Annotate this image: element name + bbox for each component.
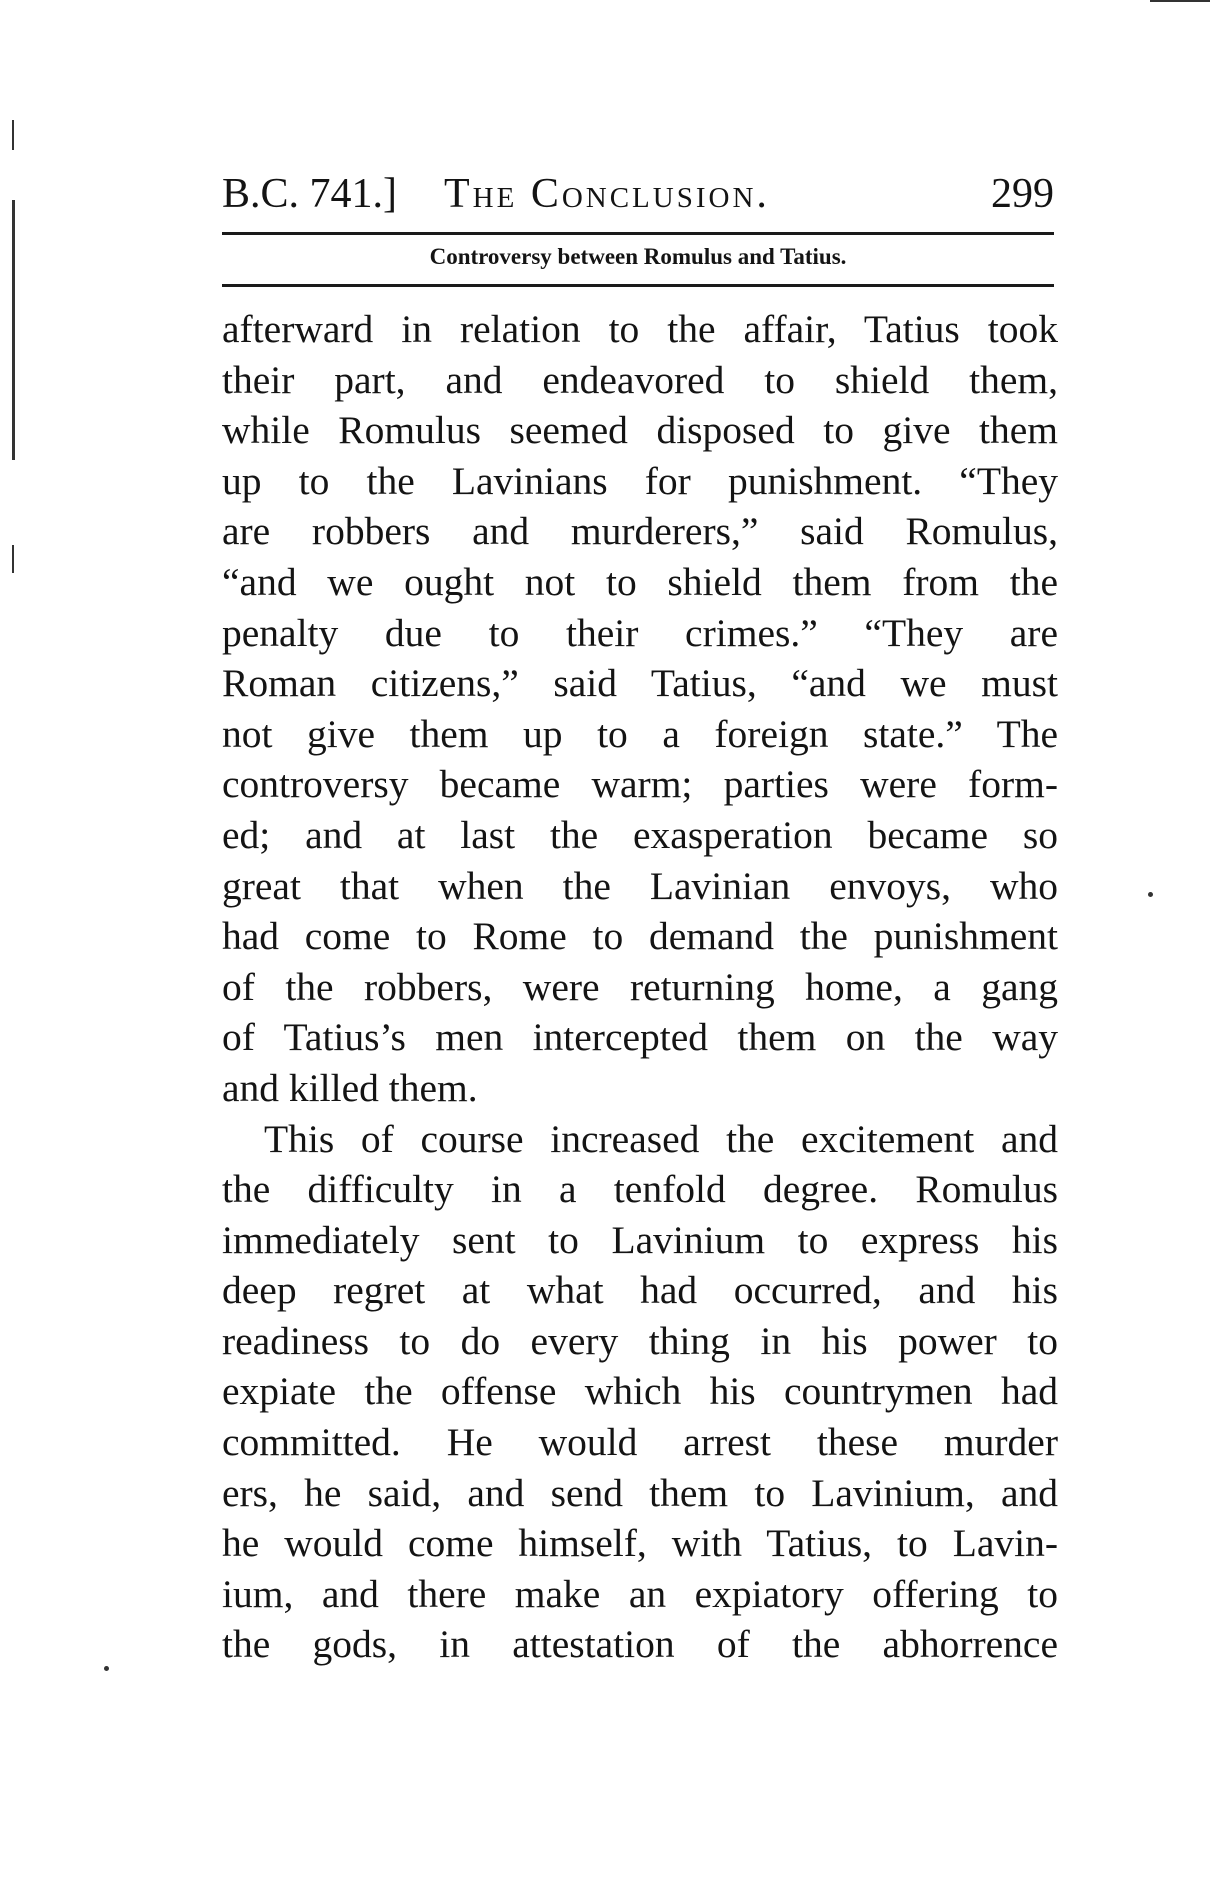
text-line: ium, and there make an expiatory offering to	[222, 1571, 1058, 1616]
text-line-paragraph-start: This of course increased the excitement and	[264, 1116, 1058, 1161]
section-subtitle: Controversy between Romulus and Tatius.	[429, 244, 847, 269]
scan-artifact-top-line	[1150, 0, 1210, 2]
text-line: deep regret at what had occurred, and his	[222, 1268, 1058, 1313]
text-line: he would come himself, with Tatius, to Lavin-	[222, 1521, 1058, 1566]
scan-artifact-left-line	[12, 200, 15, 460]
running-header	[222, 168, 1054, 220]
text-line: Roman citizens,” said Tatius, “and we must	[222, 661, 1058, 706]
text-line: expiate the offense which his countrymen had	[222, 1369, 1058, 1414]
page-number: 299	[991, 171, 1054, 217]
text-line: of the robbers, were returning home, a gang	[222, 964, 1058, 1009]
scan-artifact-left-line	[12, 120, 14, 150]
text-line: the gods, in attestation of the abhorrence	[222, 1622, 1058, 1667]
header-rule-top	[222, 232, 1054, 235]
text-line: ed; and at last the exasperation became so	[222, 812, 1058, 857]
text-line: while Romulus seemed disposed to give them	[222, 408, 1058, 453]
text-line: readiness to do every thing in his power to	[222, 1318, 1058, 1363]
text-line: afterward in relation to the affair, Tatius took	[222, 307, 1058, 351]
scan-artifact-left-line	[12, 545, 14, 573]
text-line: penalty due to their crimes.” “They are	[222, 610, 1058, 655]
text-line: the difficulty in a tenfold degree. Romulus	[222, 1167, 1058, 1212]
text-line: “and we ought not to shield them from the	[222, 559, 1058, 604]
text-line: ers, he said, and send them to Lavinium, and	[222, 1470, 1058, 1515]
text-line-paragraph-end: and killed them.	[222, 1065, 478, 1110]
text-line: of Tatius’s men intercepted them on the way	[222, 1015, 1058, 1060]
header-chapter-title: The Conclusion.	[444, 171, 770, 217]
text-line: their part, and endeavored to shield them,	[222, 357, 1058, 402]
text-line: great that when the Lavinian envoys, who	[222, 863, 1058, 908]
text-line: immediately sent to Lavinium to express his	[222, 1217, 1058, 1262]
scan-artifact-dot	[1148, 892, 1153, 897]
text-line: committed. He would arrest these murder	[222, 1420, 1058, 1465]
scan-artifact-dot	[104, 1666, 109, 1671]
text-line: are robbers and murderers,” said Romulus,	[222, 509, 1058, 554]
text-line: controversy became warm; parties were form-	[222, 762, 1058, 807]
text-line: had come to Rome to demand the punishment	[222, 914, 1058, 959]
header-rule-bottom	[222, 284, 1054, 287]
body-text	[222, 304, 1058, 1670]
text-line: not give them up to a foreign state.” The	[222, 711, 1058, 756]
text-line: up to the Lavinians for punishment. “They	[222, 458, 1058, 503]
header-date-range: B.C. 741.]	[222, 171, 398, 217]
